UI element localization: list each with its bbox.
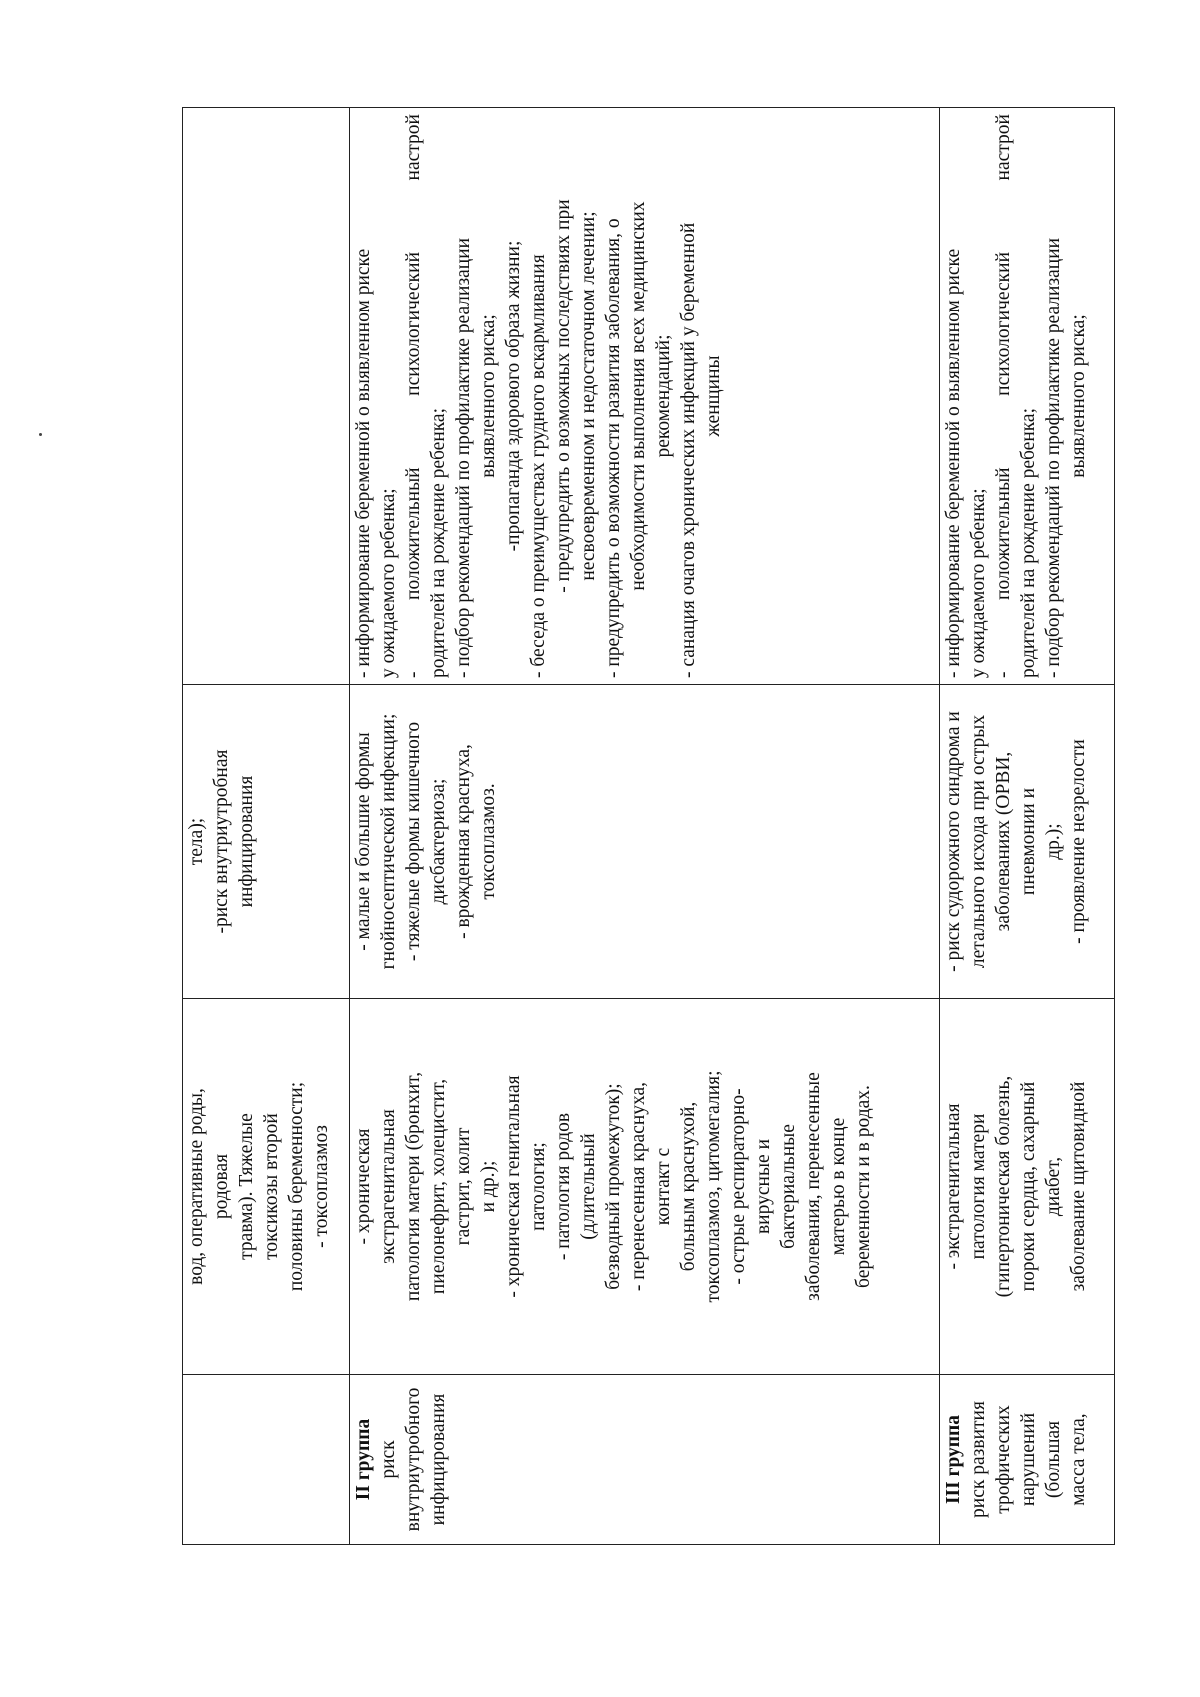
factor-line: токсоплазмоз, цитомегалия; (703, 1070, 724, 1303)
measure-line: родителей на рождение ребенка; (428, 407, 449, 678)
measure-line: - беседа о преимуществах грудного вскармливания (528, 254, 549, 678)
stray-mark (39, 433, 42, 436)
factor-line: диабет, (1043, 1156, 1064, 1217)
factor-line: вирусные и (753, 1138, 774, 1235)
factor-line: - хроническая генитальная (503, 1075, 524, 1298)
measures-cell (940, 108, 1115, 685)
factor-line: вод, оперативные роды, (186, 1088, 207, 1285)
measure-line: рекомендаций; (653, 334, 674, 458)
measure-line: - положительный психологический настрой (993, 114, 1014, 678)
factor-line: - токсоплазмоз (311, 1125, 332, 1248)
risk-line: -риск внутриутробная (211, 749, 232, 934)
factor-line: патология матери (968, 1113, 989, 1260)
factor-line: патология матери (бронхит, (403, 1071, 424, 1302)
table-row (183, 108, 350, 1545)
risk-line: пневмонии и (1018, 787, 1039, 896)
risk-line: гнойносептической инфекции; (378, 713, 399, 970)
group-title: III группа (943, 1414, 964, 1505)
factor-line: больным краснухой, (678, 1101, 699, 1272)
factor-line: - экстрагенитальная (943, 1103, 964, 1270)
factor-line: токсикозы второй (261, 1113, 282, 1260)
risk-line: - риск судорожного синдрома и (943, 711, 964, 972)
factor-line: заболевание щитовидной (1068, 1081, 1089, 1292)
factor-line: безводный промежуток); (603, 1083, 624, 1290)
factor-line: и др.); (478, 1160, 499, 1213)
factor-line: пиелонефрит, холецистит, (428, 1078, 449, 1295)
measure-line: у ожидаемого ребенка; (968, 488, 989, 678)
table-row (350, 108, 940, 1545)
group-desc-line: риск развития (968, 1401, 989, 1518)
measure-line: выявленного риска; (1068, 314, 1089, 478)
measure-line: у ожидаемого ребенка; (378, 488, 399, 678)
group-desc-line: внутриутробного (403, 1387, 424, 1532)
risk-line: инфицирования (236, 775, 257, 908)
group-desc-line: инфицирования (428, 1393, 449, 1526)
measure-line: - санация очагов хронических инфекций у беременной (678, 222, 699, 678)
measure-line: - положительный психологический настрой (403, 114, 424, 678)
measure-line: выявленного риска; (478, 314, 499, 478)
risk-line: - малые и большие формы (353, 732, 374, 951)
measure-line: -пропаганда здорового образа жизни; (503, 240, 524, 552)
factor-line: (длительный (578, 1133, 599, 1240)
group-desc-line: нарушений (1018, 1412, 1039, 1507)
group-desc-line: трофических (993, 1405, 1014, 1514)
factor-line: беременности и в родах. (853, 1085, 874, 1288)
measure-line: несвоевременном и недостаточном лечении; (578, 211, 599, 581)
risk-line: др.); (1043, 823, 1064, 860)
factor-line: экстрагенитальная (378, 1109, 399, 1264)
group-cell (183, 1375, 350, 1545)
group-cell (940, 1375, 1115, 1545)
factors-cell (350, 999, 940, 1375)
factor-line: - хроническая (353, 1128, 374, 1245)
risk-line: дисбактериоза; (428, 778, 449, 905)
risks-cell (940, 685, 1115, 999)
measure-line: - предупредить о возможных последствиях при (553, 199, 574, 593)
measure-line: родителей на рождение ребенка; (1018, 407, 1039, 678)
risks-cell (350, 685, 940, 999)
risks-cell (183, 685, 350, 999)
measures-cell (183, 108, 350, 685)
factor-line: заболевания, перенесенные (803, 1072, 824, 1301)
factor-line: половины беременности; (286, 1081, 307, 1292)
factor-line: - перенесенная краснуха, (628, 1081, 649, 1292)
factor-line: патология; (528, 1142, 549, 1231)
factor-line: - острые респираторно- (728, 1088, 749, 1285)
measure-line: - информирование беременной о выявленном риске (353, 248, 374, 678)
risk-line: токсоплазмоз. (478, 783, 499, 900)
factor-line: родовая (211, 1153, 232, 1220)
risk-line: - проявление незрелости (1068, 739, 1089, 944)
factor-line: бактериальные (778, 1124, 799, 1249)
group-cell (350, 1375, 940, 1545)
risk-line: летального исхода при острых (968, 714, 989, 969)
factor-line: пороки сердца, сахарный (1018, 1081, 1039, 1292)
factor-line: гастрит, колит (453, 1127, 474, 1246)
measures-cell (350, 108, 940, 685)
measure-line: женщины (703, 355, 724, 437)
factor-line: травма). Тяжелые (236, 1113, 257, 1260)
factors-cell (183, 999, 350, 1375)
factor-line: - патология родов (553, 1112, 574, 1261)
factor-line: (гипертоническая болезнь, (993, 1075, 1014, 1298)
factors-cell (940, 999, 1115, 1375)
risk-line: - врожденная краснуха, (453, 744, 474, 939)
group-desc-line: масса тела, (1068, 1413, 1089, 1506)
risk-line: тела); (186, 817, 207, 866)
risk-line: - тяжелые формы кишечного (403, 721, 424, 962)
table-row (940, 108, 1115, 1545)
risk-groups-table (182, 107, 1115, 1545)
factor-line: контакт с (653, 1147, 674, 1226)
group-title: II группа (353, 1418, 374, 1501)
risk-line: заболеваниях (ОРВИ, (993, 751, 1014, 932)
measure-line: - информирование беременной о выявленном риске (943, 248, 964, 678)
rotated-page-content (182, 108, 1114, 1545)
group-desc-line: риск (378, 1440, 399, 1479)
measure-line: - подбор рекомендаций по профилактике реализации (453, 237, 474, 678)
measure-line: - предупредить о возможности развития заболевания, о (603, 218, 624, 678)
factor-line: матерью в конце (828, 1117, 849, 1256)
group-desc-line: (большая (1043, 1420, 1064, 1499)
measure-line: - подбор рекомендаций по профилактике реализации (1043, 237, 1064, 678)
measure-line: необходимости выполнения всех медицинских (628, 201, 649, 591)
